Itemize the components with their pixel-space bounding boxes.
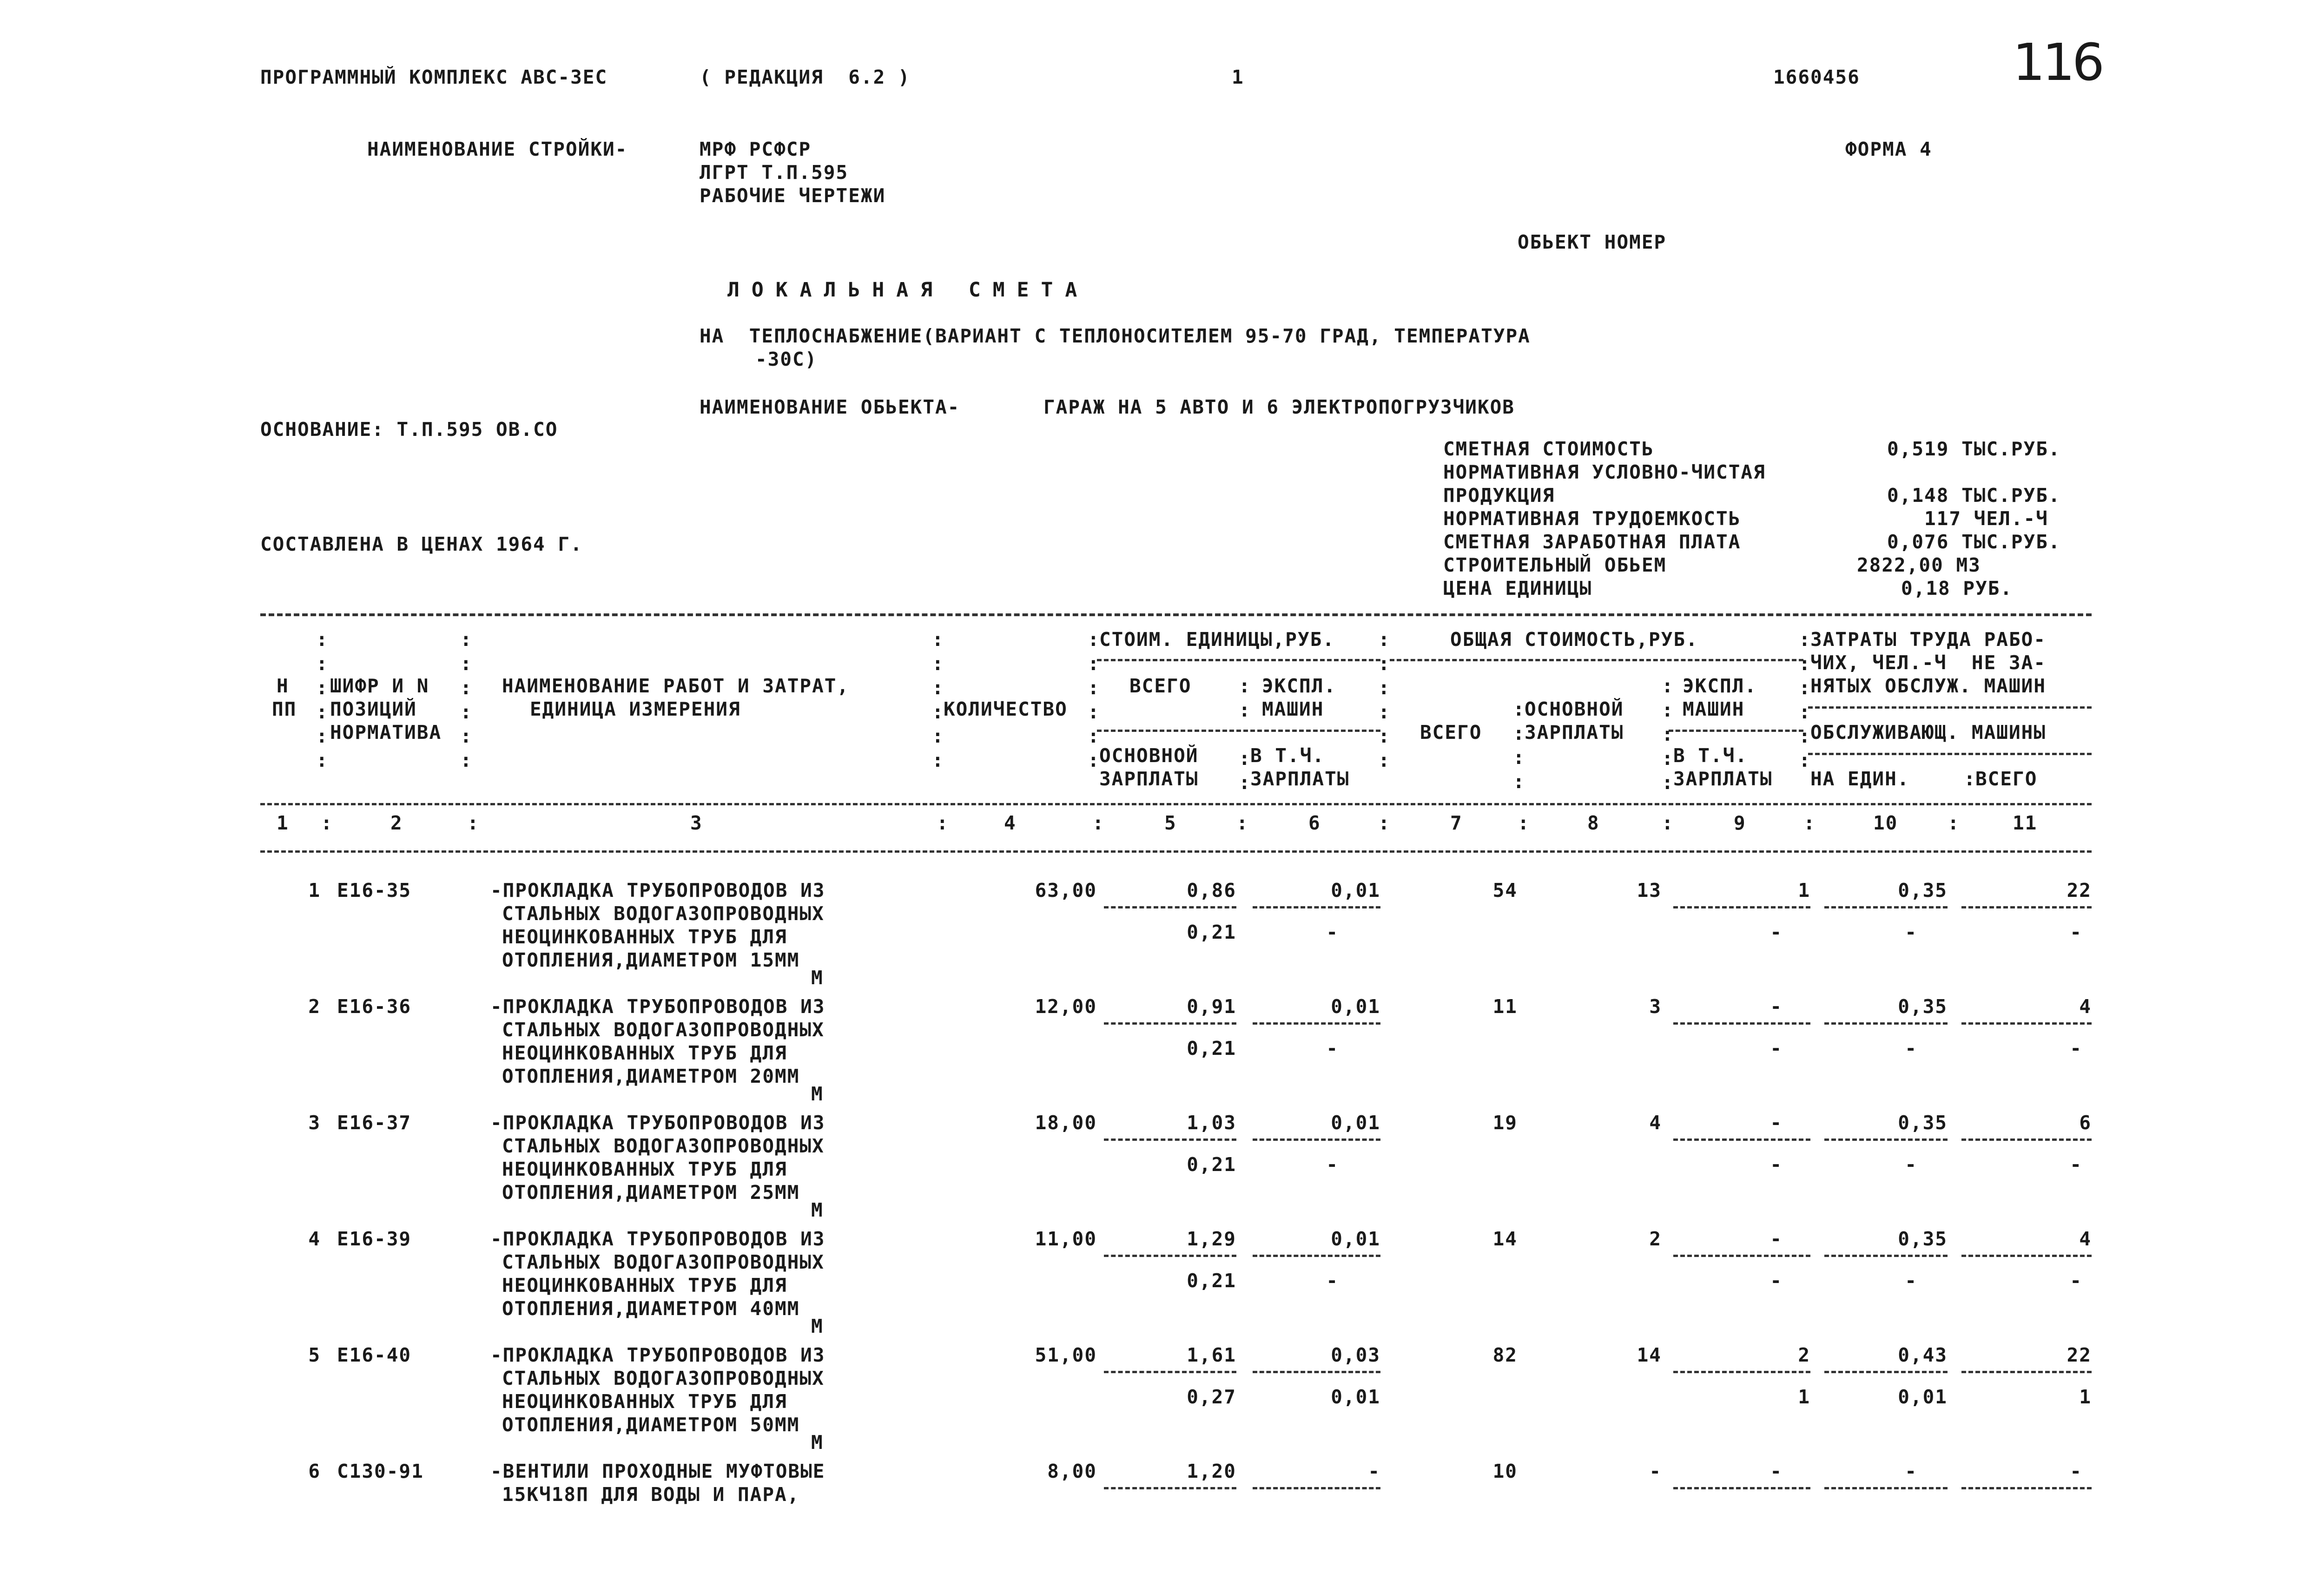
row-total-machine-wage: 1 [1798,1386,1810,1408]
col-total-cost: ОБЩАЯ СТОИМОСТЬ,РУБ. [1450,628,1698,651]
basis: ОСНОВАНИЕ: Т.П.595 ОВ.СО [260,418,558,441]
row-total-machines: - [1770,995,1783,1018]
price-basis: СОСТАВЛЕНА В ЦЕНАХ 1964 Г. [260,533,583,555]
col-total-wage1: ОСНОВНОЙ [1525,698,1624,720]
col-number: 10 [1873,812,1898,834]
row-unit-wage: 0,27 [1187,1386,1236,1408]
row-name-line: -ПРОКЛАДКА ТРУБОПРОВОДОВ ИЗ [490,879,825,902]
row-name-line: ОТОПЛЕНИЯ,ДИАМЕТРОМ 25ММ [502,1181,800,1204]
row-quantity: 18,00 [1035,1112,1097,1134]
row-unit-wage: 0,21 [1187,921,1236,943]
col-name-line1: НАИМЕНОВАНИЕ РАБОТ И ЗАТРАТ, [502,675,850,697]
cell-divider [1673,1255,1810,1257]
summary-value: 2822,00 М3 [1857,554,1981,576]
row-unit-wage: 0,21 [1187,1270,1236,1292]
row-labor-unit: 0,43 [1898,1344,1948,1366]
row-total-machine-wage: - [1770,1153,1783,1176]
row-total-machines: - [1770,1112,1783,1134]
separator: : : : : : : [1799,628,1810,771]
col-n-line1: Н [277,675,289,697]
row-unit-total: 1,03 [1187,1112,1236,1134]
separator: : [1803,812,1815,834]
row-labor-total-machines: 1 [2079,1386,2092,1408]
row-unit-machines: 0,01 [1331,1112,1380,1134]
row-total: 19 [1492,1112,1518,1134]
separator: : : : : : : [932,628,944,771]
col-code-line1: ШИФР И N [330,675,429,697]
col-number: 6 [1308,812,1321,834]
form-label: ФОРМА 4 [1845,138,1932,160]
cell-divider [1104,1138,1236,1141]
row-name-line: СТАЛЬНЫХ ВОДОГАЗОПРОВОДНЫХ [502,1367,825,1389]
separator: : [1518,812,1529,834]
row-unit-machines: 0,03 [1331,1344,1380,1366]
object-name-value: ГАРАЖ НА 5 АВТО И 6 ЭЛЕКТРОПОГРУЗЧИКОВ [1043,396,1515,418]
row-labor-total-machines: - [2070,1270,2082,1292]
col-unit-wage2: ЗАРПЛАТЫ [1099,768,1199,790]
col-labor-line2: ЧИХ, ЧЕЛ.-Ч НЕ ЗА- [1810,652,2046,674]
row-labor-unit: - [1905,1460,1917,1482]
row-number: 2 [308,995,321,1018]
summary-value: 0,076 ТЫС.РУБ. [1887,531,2061,553]
row-number: 4 [308,1228,321,1250]
cell-divider [1824,1022,1948,1025]
row-total-machines: 2 [1798,1344,1810,1366]
row-name-line: ОТОПЛЕНИЯ,ДИАМЕТРОМ 40ММ [502,1297,800,1320]
row-unit-machines: 0,01 [1331,995,1380,1018]
row-unit: М [811,967,824,989]
col-unit-mach1: ЭКСПЛ. [1262,675,1337,697]
col-number: 4 [1004,812,1017,834]
cell-divider [1824,906,1948,908]
col-total-wage2: ЗАРПЛАТЫ [1525,721,1624,744]
cell-divider [1673,1371,1810,1373]
summary-label: СМЕТНАЯ ЗАРАБОТНАЯ ПЛАТА [1443,531,1741,553]
row-unit-wage: 0,21 [1187,1037,1236,1060]
row-quantity: 51,00 [1035,1344,1097,1366]
row-name-line: ОТОПЛЕНИЯ,ДИАМЕТРОМ 15ММ [502,949,800,971]
row-total-machine-wage: - [1770,1037,1783,1060]
cell-divider [1673,1487,1810,1489]
row-name-line: НЕОЦИНКОВАННЫХ ТРУБ ДЛЯ [502,1390,787,1413]
row-quantity: 8,00 [1047,1460,1097,1482]
row-unit-machines: - [1368,1460,1380,1482]
col-total-mwage1: В Т.Ч. [1673,744,1748,767]
col-name-line2: ЕДИНИЦА ИЗМЕРЕНИЯ [530,698,741,720]
row-labor-total-machines: - [2070,921,2082,943]
divider [1390,659,1803,661]
cell-divider [1104,906,1236,908]
object-name-label: НАИМЕНОВАНИЕ ОБЬЕКТА- [700,396,960,418]
row-unit-machine-wage: 0,01 [1331,1386,1380,1408]
cell-divider [1253,1255,1380,1257]
separator: : [1948,812,1959,834]
row-unit-total: 0,86 [1187,879,1236,902]
separator: : [1236,812,1248,834]
summary-value: 0,519 ТЫС.РУБ. [1887,438,2061,460]
row-total-machine-wage: - [1770,1270,1783,1292]
cell-divider [1673,906,1810,908]
cell-divider [1253,1487,1380,1489]
construction-line2: ЛГРТ Т.П.595 [700,161,849,184]
object-number-label: ОБЬЕКТ НОМЕР [1518,231,1667,253]
row-unit: М [811,1199,824,1221]
cell-divider [1961,1255,2092,1257]
col-unit-mwage2: ЗАРПЛАТЫ [1250,768,1350,790]
row-labor-unit-machines: - [1905,1037,1917,1060]
row-labor-unit-machines: - [1905,1270,1917,1292]
row-name-line: СТАЛЬНЫХ ВОДОГАЗОПРОВОДНЫХ [502,902,825,925]
col-total-mach1: ЭКСПЛ. [1683,675,1757,697]
col-number: 2 [390,812,403,834]
col-total-mach2: МАШИН [1683,698,1745,720]
cell-divider [1961,906,2092,908]
cell-divider [1961,1022,2092,1025]
separator: : : : : [1513,698,1525,793]
separator: : [1662,812,1673,834]
separator: : [1092,812,1104,834]
separator: : : : : [1239,675,1250,794]
row-quantity: 63,00 [1035,879,1097,902]
row-labor-total: 22 [2067,879,2092,902]
row-name-line: СТАЛЬНЫХ ВОДОГАЗОПРОВОДНЫХ [502,1019,825,1041]
row-code: Е16-35 [337,879,412,902]
cell-divider [1673,1022,1810,1025]
row-code: С130-91 [337,1460,424,1482]
col-code-line3: НОРМАТИВА [330,721,442,744]
separator: : [467,812,479,834]
page-number: 1 [1232,66,1244,88]
construction-label: НАИМЕНОВАНИЕ СТРОЙКИ- [367,138,628,160]
row-total: 11 [1492,995,1518,1018]
cell-divider [1961,1138,2092,1141]
col-number: 9 [1734,812,1746,834]
separator: : : : : : : [1378,628,1390,771]
row-total: 10 [1492,1460,1518,1482]
row-code: Е16-36 [337,995,412,1018]
row-unit-total: 1,61 [1187,1344,1236,1366]
handwritten-sheet-number: 116 [2013,33,2102,92]
row-name-line: 15КЧ18П ДЛЯ ВОДЫ И ПАРА, [502,1483,800,1506]
col-labor-unit: НА ЕДИН. [1810,768,1910,790]
row-name-line: СТАЛЬНЫХ ВОДОГАЗОПРОВОДНЫХ [502,1251,825,1273]
row-number: 1 [308,879,321,902]
header-rule [260,850,2092,853]
row-unit-total: 1,20 [1187,1460,1236,1482]
row-total: 82 [1492,1344,1518,1366]
row-labor-unit: 0,35 [1898,879,1948,902]
row-name-line: ОТОПЛЕНИЯ,ДИАМЕТРОМ 50ММ [502,1414,800,1436]
cell-divider [1961,1487,2092,1489]
row-name-line: НЕОЦИНКОВАННЫХ ТРУБ ДЛЯ [502,1158,787,1180]
row-unit: М [811,1431,824,1454]
col-total-all: ВСЕГО [1420,721,1482,744]
document-title: ЛОКАЛЬНАЯ СМЕТА [727,278,1089,302]
row-name-line: -ПРОКЛАДКА ТРУБОПРОВОДОВ ИЗ [490,1228,825,1250]
row-labor-unit-machines: - [1905,1153,1917,1176]
header-rule [260,803,2092,805]
separator: : : : : : : [1088,628,1099,771]
row-labor-unit: 0,35 [1898,1112,1948,1134]
cell-divider [1104,1022,1236,1025]
row-name-line: -ПРОКЛАДКА ТРУБОПРОВОДОВ ИЗ [490,1112,825,1134]
row-number: 3 [308,1112,321,1134]
col-number: 7 [1450,812,1463,834]
summary-value: 0,18 РУБ. [1901,577,2013,599]
row-total-machines: 1 [1798,879,1810,902]
row-unit-machines: 0,01 [1331,879,1380,902]
row-total-machines: - [1770,1228,1783,1250]
col-unit-mach2: МАШИН [1262,698,1324,720]
row-labor-total-machines: - [2070,1037,2082,1060]
cell-divider [1253,1022,1380,1025]
cell-divider [1104,1255,1236,1257]
cell-divider [1824,1487,1948,1489]
document-number: 1660456 [1773,66,1860,88]
col-labor-total: ВСЕГО [1975,768,2038,790]
construction-line3: РАБОЧИЕ ЧЕРТЕЖИ [700,184,886,207]
row-labor-total: 22 [2067,1344,2092,1366]
col-number: 3 [690,812,703,834]
col-number: 8 [1587,812,1600,834]
row-unit-machine-wage: - [1326,1153,1339,1176]
edition: ( РЕДАКЦИЯ 6.2 ) [700,66,911,88]
col-number: 1 [277,812,289,834]
cell-divider [1253,1138,1380,1141]
col-unit-wage1: ОСНОВНОЙ [1099,744,1199,767]
row-total-wage: 14 [1637,1344,1662,1366]
row-name-line: НЕОЦИНКОВАННЫХ ТРУБ ДЛЯ [502,1042,787,1064]
col-labor-line1: ЗАТРАТЫ ТРУДА РАБО- [1810,628,2046,651]
separator: : [1378,812,1390,834]
row-name-line: -ВЕНТИЛИ ПРОХОДНЫЕ МУФТОВЫЕ [490,1460,825,1482]
row-code: Е16-37 [337,1112,412,1134]
cell-divider [1824,1255,1948,1257]
row-labor-total: 4 [2079,995,2092,1018]
summary-label: СТРОИТЕЛЬНЫЙ ОБЬЕМ [1443,554,1667,576]
row-labor-unit-machines: 0,01 [1898,1386,1948,1408]
summary-label: ЦЕНА ЕДИНИЦЫ [1443,577,1592,599]
row-labor-total: 4 [2079,1228,2092,1250]
row-name-line: СТАЛЬНЫХ ВОДОГАЗОПРОВОДНЫХ [502,1135,825,1157]
separator: : [937,812,948,834]
row-number: 6 [308,1460,321,1482]
divider [1808,753,2092,755]
cell-divider [1824,1371,1948,1373]
row-labor-unit-machines: - [1905,921,1917,943]
separator: : [1964,768,1975,790]
row-unit-machine-wage: - [1326,921,1339,943]
cell-divider [1961,1371,2092,1373]
col-qty: КОЛИЧЕСТВО [944,698,1068,720]
row-total: 14 [1492,1228,1518,1250]
row-code: Е16-39 [337,1228,412,1250]
cell-divider [1253,906,1380,908]
divider [1097,659,1380,661]
row-unit-total: 1,29 [1187,1228,1236,1250]
row-name-line: -ПРОКЛАДКА ТРУБОПРОВОДОВ ИЗ [490,995,825,1018]
separator: : : : : : [1662,675,1673,794]
row-total: 54 [1492,879,1518,902]
row-total-machine-wage: - [1770,921,1783,943]
row-unit-total: 0,91 [1187,995,1236,1018]
row-quantity: 11,00 [1035,1228,1097,1250]
row-total-wage: 13 [1637,879,1662,902]
row-name-line: -ПРОКЛАДКА ТРУБОПРОВОДОВ ИЗ [490,1344,825,1366]
row-labor-unit: 0,35 [1898,1228,1948,1250]
row-name-line: ОТОПЛЕНИЯ,ДИАМЕТРОМ 20ММ [502,1065,800,1087]
row-unit: М [811,1083,824,1105]
summary-label: НОРМАТИВНАЯ ТРУДОЕМКОСТЬ [1443,507,1741,530]
separator: : : : : : : [316,628,328,771]
cell-divider [1104,1487,1236,1489]
col-n-line2: ПП [272,698,297,720]
row-total-wage: 4 [1649,1112,1662,1134]
col-unit-total: ВСЕГО [1129,675,1192,697]
summary-label: ПРОДУКЦИЯ [1443,484,1555,507]
row-labor-unit: 0,35 [1898,995,1948,1018]
cell-divider [1673,1138,1810,1141]
row-labor-total-machines: - [2070,1153,2082,1176]
row-unit-machines: 0,01 [1331,1228,1380,1250]
row-code: Е16-40 [337,1344,412,1366]
col-labor-line3: НЯТЫХ ОБСЛУЖ. МАШИН [1810,675,2046,697]
row-quantity: 12,00 [1035,995,1097,1018]
row-labor-total: - [2070,1460,2082,1482]
summary-value: 117 ЧЕЛ.-Ч [1924,507,2048,530]
row-total-wage: 3 [1649,995,1662,1018]
row-labor-total: 6 [2079,1112,2092,1134]
row-unit-wage: 0,21 [1187,1153,1236,1176]
row-number: 5 [308,1344,321,1366]
col-number: 5 [1164,812,1177,834]
header-rule [260,613,2092,616]
row-name-line: НЕОЦИНКОВАННЫХ ТРУБ ДЛЯ [502,926,787,948]
col-labor-line4: ОБСЛУЖИВАЮЩ. МАШИНЫ [1810,721,2046,744]
program-name: ПРОГРАММНЫЙ КОМПЛЕКС АВС-ЗЕС [260,66,608,88]
separator: : : : : : : [460,628,472,771]
divider [1669,730,1803,732]
cell-divider [1104,1371,1236,1373]
subject-line1: НА ТЕПЛОСНАБЖЕНИЕ(ВАРИАНТ С ТЕПЛОНОСИТЕЛЕМ 95-70 ГРАД, ТЕМПЕРАТУРА [700,325,1531,347]
summary-label: НОРМАТИВНАЯ УСЛОВНО-ЧИСТАЯ [1443,461,1766,483]
summary-label: СМЕТНАЯ СТОИМОСТЬ [1443,438,1654,460]
col-unit-mwage1: В Т.Ч. [1250,744,1325,767]
row-unit-machine-wage: - [1326,1270,1339,1292]
col-unit-cost: СТОИМ. ЕДИНИЦЫ,РУБ. [1099,628,1335,651]
col-number: 11 [2013,812,2038,834]
col-code-line2: ПОЗИЦИЙ [330,698,417,720]
row-total-wage: 2 [1649,1228,1662,1250]
row-unit: М [811,1315,824,1337]
cell-divider [1253,1371,1380,1373]
row-name-line: НЕОЦИНКОВАННЫХ ТРУБ ДЛЯ [502,1274,787,1296]
subject-line2: -30С) [755,348,818,370]
col-total-mwage2: ЗАРПЛАТЫ [1673,768,1773,790]
row-unit-machine-wage: - [1326,1037,1339,1060]
divider [1808,706,2092,709]
construction-line1: МРФ РСФСР [700,138,812,160]
summary-value: 0,148 ТЫС.РУБ. [1887,484,2061,507]
cell-divider [1824,1138,1948,1141]
separator: : [321,812,332,834]
row-total-machines: - [1770,1460,1783,1482]
row-total-wage: - [1649,1460,1662,1482]
